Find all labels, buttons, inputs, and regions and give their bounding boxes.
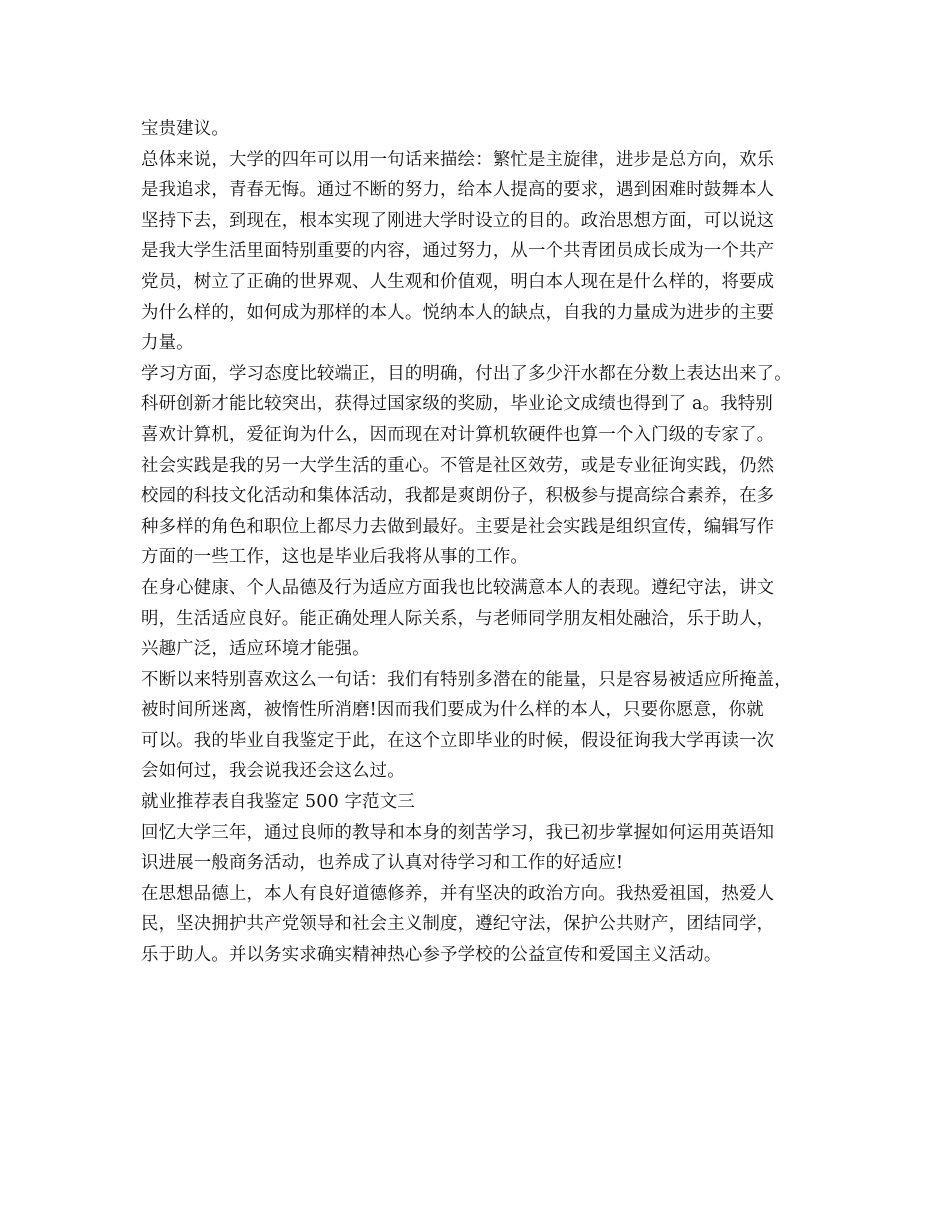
text-line: 被时间所迷离，被惰性所消磨!因而我们要成为什么样的本人，只要你愿意，你就 bbox=[141, 700, 764, 721]
section-heading bbox=[141, 787, 821, 818]
paragraph-2 bbox=[141, 145, 821, 359]
text-line: 识进展一般商务活动，也养成了认真对待学习和工作的好适应! bbox=[141, 853, 624, 874]
text-line: 坚持下去，到现在，根本实现了刚进大学时设立的目的。政治思想方面，可以说这 bbox=[141, 210, 775, 231]
text-line: 是我追求，青春无悔。通过不断的努力，给本人提高的要求，遇到困难时鼓舞本人 bbox=[141, 180, 775, 201]
text-line: 校园的科技文化活动和集体活动，我都是爽朗份子，积极参与提高综合素养，在多 bbox=[141, 486, 775, 507]
text-line: 为什么样的，如何成为那样的本人。悦纳本人的缺点，自我的力量成为进步的主要 bbox=[141, 302, 775, 323]
paragraph-5 bbox=[141, 573, 821, 665]
paragraph-8 bbox=[141, 879, 821, 971]
document-page bbox=[141, 114, 821, 971]
text-line: 会如何过，我会说我还会这么过。 bbox=[141, 761, 405, 782]
text-line: 在思想品德上，本人有良好道德修养，并有坚决的政治方向。我热爱祖国，热爱人 bbox=[141, 883, 775, 904]
paragraph-4 bbox=[141, 451, 821, 573]
text-line: 科研创新才能比较突出，获得过国家级的奖励，毕业论文成绩也得到了 a。我特别 bbox=[141, 394, 773, 415]
text-line: 不断以来特别喜欢这么一句话：我们有特别多潜在的能量，只是容易被适应所掩盖， bbox=[141, 669, 792, 690]
text-line: 社会实践是我的另一大学生活的重心。不管是社区效劳，或是专业征询实践，仍然 bbox=[141, 455, 775, 476]
text-line: 是我大学生活里面特别重要的内容，通过努力，从一个共青团员成长成为一个共产 bbox=[141, 241, 775, 262]
paragraph-6 bbox=[141, 665, 821, 787]
heading-text: 就业推荐表自我鉴定 500 字范文三 bbox=[141, 792, 415, 813]
paragraph-3 bbox=[141, 359, 821, 451]
text-line: 喜欢计算机，爱征询为什么，因而现在对计算机软硬件也算一个入门级的专家了。 bbox=[141, 424, 775, 445]
text-line: 可以。我的毕业自我鉴定于此，在这个立即毕业的时候，假设征询我大学再读一次 bbox=[141, 730, 775, 751]
text-line: 回忆大学三年，通过良师的教导和本身的刻苦学习，我已初步掌握如何运用英语知 bbox=[141, 822, 775, 843]
text-line: 民，坚决拥护共产党领导和社会主义制度，遵纪守法，保护公共财产，团结同学， bbox=[141, 914, 775, 935]
text-line: 乐于助人。并以务实求确实精神热心参予学校的公益宣传和爱国主义活动。 bbox=[141, 945, 722, 966]
text-line: 方面的一些工作，这也是毕业后我将从事的工作。 bbox=[141, 547, 528, 568]
text-line: 兴趣广泛，适应环境才能强。 bbox=[141, 639, 370, 660]
paragraph-7 bbox=[141, 818, 821, 879]
text-line: 宝贵建议。 bbox=[141, 119, 229, 139]
text-line: 在身心健康、个人品德及行为适应方面我也比较满意本人的表现。遵纪守法，讲文 bbox=[141, 577, 775, 598]
paragraph-1 bbox=[141, 114, 821, 145]
text-line: 力量。 bbox=[141, 333, 194, 354]
text-line: 明，生活适应良好。能正确处理人际关系，与老师同学朋友相处融洽，乐于助人， bbox=[141, 608, 775, 629]
text-line: 种多样的角色和职位上都尽力去做到最好。主要是社会实践是组织宣传，编辑写作 bbox=[141, 516, 775, 537]
text-line: 总体来说，大学的四年可以用一句话来描绘：繁忙是主旋律，进步是总方向，欢乐 bbox=[141, 149, 775, 170]
text-line: 学习方面，学习态度比较端正，目的明确，付出了多少汗水都在分数上表达出来了。 bbox=[141, 363, 792, 384]
text-line: 党员，树立了正确的世界观、人生观和价值观，明白本人现在是什么样的，将要成 bbox=[141, 271, 775, 292]
